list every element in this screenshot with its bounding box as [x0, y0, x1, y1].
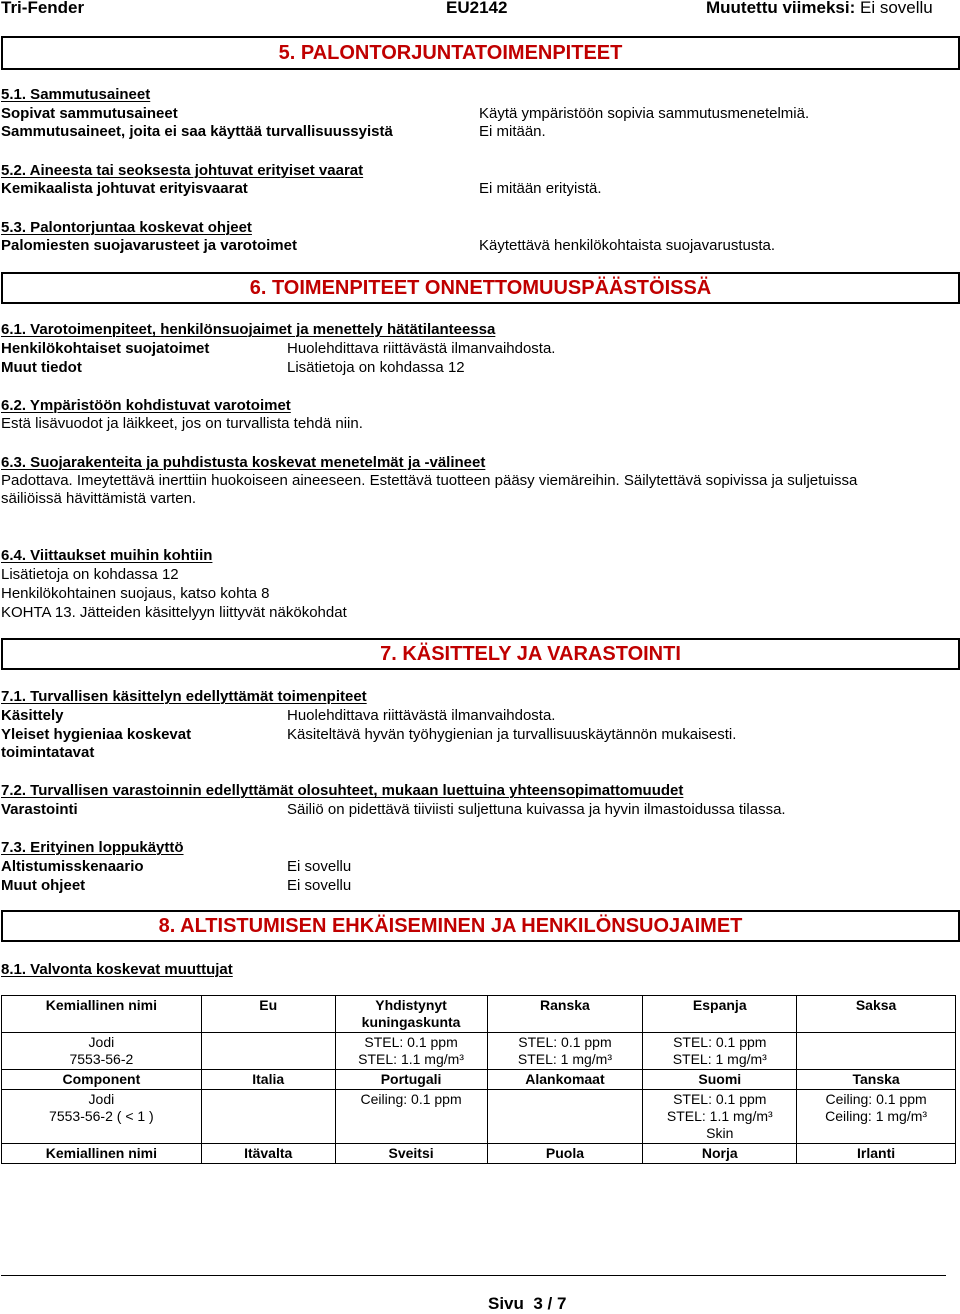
revised-label: Muutettu viimeksi: [706, 0, 856, 17]
column-header: Eu [201, 996, 335, 1033]
storage-value: Säiliö on pidettävä tiiviisti suljettuna kuivassa ja hyvin ilmastoidussa tilassa. [287, 801, 786, 818]
column-header: Italia [201, 1070, 335, 1090]
table-row [2, 1090, 956, 1144]
table-cell [487, 1090, 643, 1144]
table-cell [201, 1033, 335, 1070]
table-cell: Ceiling: 0.1 ppm Ceiling: 1 mg/m³ [797, 1090, 956, 1144]
table-cell: STEL: 0.1 ppm STEL: 1 mg/m³ [487, 1033, 643, 1070]
table-cell: STEL: 0.1 ppm STEL: 1.1 mg/m³ [335, 1033, 487, 1070]
subsection-8-1-title: 8.1. Valvonta koskevat muuttujat [1, 961, 233, 978]
containment-text-line-1: Padottava. Imeytettävä inerttiin huokoiseen aineeseen. Estettävä tuotteen pääsy viemäreihin. Säilytettävä sopivissa ja suljetuissa [1, 472, 858, 489]
reference-line-3: KOHTA 13. Jätteiden käsittelyyn liittyvät näkökohdat [1, 604, 347, 621]
revised-value: Ei sovellu [859, 0, 933, 17]
exposure-limits-table [1, 995, 956, 1164]
table-cell: Jodi 7553-56-2 ( < 1 ) [2, 1090, 202, 1144]
table-header-row [2, 996, 956, 1033]
hygiene-label-line-1: Yleiset hygieniaa koskevat [1, 726, 192, 743]
column-header: Kemiallinen nimi [2, 996, 202, 1033]
subsection-7-3-title: 7.3. Erityinen loppukäyttö [1, 839, 184, 856]
table-row [2, 1033, 956, 1070]
table-header-row [2, 1070, 956, 1090]
chemical-hazards-value: Ei mitään erityistä. [479, 180, 602, 197]
column-header: Alankomaat [487, 1070, 643, 1090]
subsection-7-1-title: 7.1. Turvallisen käsittelyn edellyttämät toimenpiteet [1, 688, 367, 705]
section-8-heading: 8. ALTISTUMISEN EHKÄISEMINEN JA HENKILÖNSUOJAIMET [1, 910, 960, 942]
other-guidance-value: Ei sovellu [287, 877, 352, 894]
chemical-hazards-label: Kemikaalista johtuvat erityisvaarat [1, 180, 248, 197]
reference-line-1: Lisätietoja on kohdassa 12 [1, 566, 179, 583]
exposure-scenario-label: Altistumisskenaario [1, 858, 144, 875]
subsection-5-1-title: 5.1. Sammutusaineet [1, 86, 151, 103]
column-header: Espanja [643, 996, 797, 1033]
table-cell [201, 1090, 335, 1144]
footer-rule [1, 1275, 946, 1276]
table-header-row [2, 1144, 956, 1164]
suitable-media-label: Sopivat sammutusaineet [1, 105, 178, 122]
column-header: Suomi [643, 1070, 797, 1090]
page-number: Sivu 3 / 7 [488, 1294, 567, 1313]
column-header: Sveitsi [335, 1144, 487, 1164]
column-header: Component [2, 1070, 202, 1090]
column-header: Kemiallinen nimi [2, 1144, 202, 1164]
personal-precautions-label: Henkilökohtaiset suojatoimet [1, 340, 210, 357]
table-cell: STEL: 0.1 ppm STEL: 1 mg/m³ [643, 1033, 797, 1070]
column-header: Puola [487, 1144, 643, 1164]
other-info-label: Muut tiedot [1, 359, 82, 376]
exposure-scenario-value: Ei sovellu [287, 858, 352, 875]
table-cell: Jodi 7553-56-2 [2, 1033, 202, 1070]
column-header: Yhdistynyt kuningaskunta [335, 996, 487, 1033]
subsection-6-3-title: 6.3. Suojarakenteita ja puhdistusta koskevat menetelmät ja -välineet [1, 454, 486, 471]
column-header: Saksa [797, 996, 956, 1033]
hygiene-value: Käsiteltävä hyvän työhygienian ja turvallisuuskäytännön mukaisesti. [287, 726, 737, 743]
firefighter-ppe-label: Palomiesten suojavarusteet ja varotoimet [1, 237, 297, 254]
other-info-value: Lisätietoja on kohdassa 12 [287, 359, 465, 376]
product-code: EU2142 [446, 0, 508, 17]
section-5-heading: 5. PALONTORJUNTATOIMENPITEET [1, 36, 960, 70]
section-7-heading: 7. KÄSITTELY JA VARASTOINTI [1, 638, 960, 670]
unsuitable-media-value: Ei mitään. [479, 123, 546, 140]
hygiene-label-line-2: toimintatavat [1, 744, 95, 761]
column-header: Portugali [335, 1070, 487, 1090]
containment-text-line-2: säiliöissä hävittämistä varten. [1, 490, 197, 507]
column-header: Irlanti [797, 1144, 956, 1164]
subsection-5-3-title: 5.3. Palontorjuntaa koskevat ohjeet [1, 219, 252, 236]
subsection-5-2-title: 5.2. Aineesta tai seoksesta johtuvat erityiset vaarat [1, 162, 364, 179]
section-6-heading: 6. TOIMENPITEET ONNETTOMUUSPÄÄSTÖISSÄ [1, 272, 960, 304]
handling-label: Käsittely [1, 707, 64, 724]
table-cell [797, 1033, 956, 1070]
column-header: Tanska [797, 1070, 956, 1090]
product-name: Tri-Fender [1, 0, 85, 17]
environmental-precautions-text: Estä lisävuodot ja läikkeet, jos on turvallista tehdä niin. [1, 415, 363, 432]
firefighter-ppe-value: Käytettävä henkilökohtaista suojavarustusta. [479, 237, 776, 254]
subsection-7-2-title: 7.2. Turvallisen varastoinnin edellyttämät olosuhteet, mukaan luettuina yhteensopimattomuudet [1, 782, 684, 799]
column-header: Itävalta [201, 1144, 335, 1164]
storage-label: Varastointi [1, 801, 78, 818]
unsuitable-media-label: Sammutusaineet, joita ei saa käyttää turvallisuussyistä [1, 123, 393, 140]
column-header: Ranska [487, 996, 643, 1033]
handling-value: Huolehdittava riittävästä ilmanvaihdosta. [287, 707, 556, 724]
subsection-6-4-title: 6.4. Viittaukset muihin kohtiin [1, 547, 213, 564]
table-cell: STEL: 0.1 ppm STEL: 1.1 mg/m³ Skin [643, 1090, 797, 1144]
revision-info [706, 0, 933, 18]
column-header: Norja [643, 1144, 797, 1164]
table-cell: Ceiling: 0.1 ppm [335, 1090, 487, 1144]
subsection-6-1-title: 6.1. Varotoimenpiteet, henkilönsuojaimet ja menettely hätätilanteessa [1, 321, 496, 338]
suitable-media-value: Käytä ympäristöön sopivia sammutusmenetelmiä. [479, 105, 810, 122]
other-guidance-label: Muut ohjeet [1, 877, 86, 894]
subsection-6-2-title: 6.2. Ympäristöön kohdistuvat varotoimet [1, 397, 291, 414]
reference-line-2: Henkilökohtainen suojaus, katso kohta 8 [1, 585, 270, 602]
personal-precautions-value: Huolehdittava riittävästä ilmanvaihdosta. [287, 340, 556, 357]
